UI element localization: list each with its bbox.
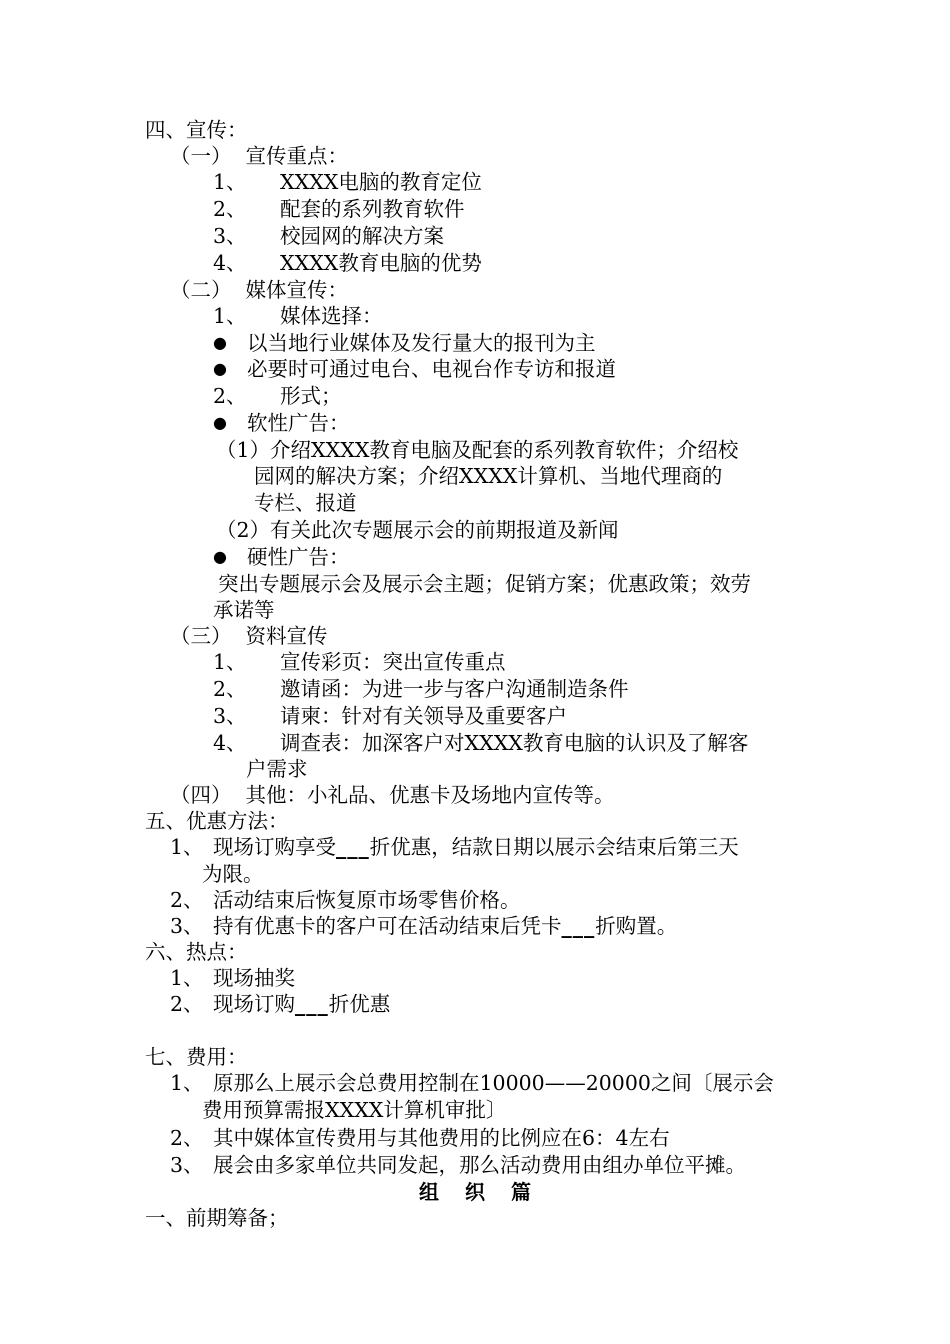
paragraph-line: 突出专题展示会及展示会主题；促销方案；优惠政策；效劳 (218, 572, 751, 596)
paragraph-line: 专栏、报道 (254, 491, 357, 515)
paragraph-line: 园网的解决方案；介绍XXXX计算机、当地代理商的 (254, 464, 723, 488)
blank-line: ___ (295, 992, 329, 1016)
section-1-heading: 一、前期筹备； (145, 1206, 289, 1230)
subsection-number: （一） (170, 144, 232, 168)
subsection-title: 媒体宣传： (245, 278, 348, 302)
part-title: 组织篇 (419, 1180, 557, 1204)
bullet-icon: ● (213, 547, 227, 566)
paragraph-line: 为限。 (202, 862, 264, 886)
section-6-heading: 六、热点： (145, 940, 248, 964)
paragraph-line: 费用预算需报XXXX计算机审批〕 (202, 1098, 507, 1122)
paragraph-line: （2）有关此次专题展示会的前期报道及新闻 (216, 518, 619, 542)
section-5-heading: 五、优惠方法： (145, 809, 289, 833)
subsection-3-heading (170, 623, 328, 649)
paragraph-line: 承诺等 (213, 598, 275, 622)
subsection-number: （二） (170, 278, 232, 302)
subsection-2-heading (170, 277, 348, 303)
blank-line: ___ (561, 914, 596, 938)
subsection-title: 其他：小礼品、优惠卡及场地内宣传等。 (245, 783, 615, 807)
paragraph-line: （1）介绍XXXX教育电脑及配套的系列教育软件；介绍校 (216, 438, 739, 462)
document-page: 四、宣传： （一） 宣传重点： 1、 XXXX电脑的教育定位 2、 配套的系列教育软件 3、 校园网的解决方案 4、 XXXX教育电脑的优势 （二） 媒体宣传： 1、 媒体选择： ● 以当地行业媒体及发行量大的报刊为主 ● 必要时可通过电台、电视台作专访和报道 2、 形式； ● 软性广告： （1）介绍XXXX教育电脑及配套的系列教育软件；介绍校 园网的解决方案；介绍XXXX计算机、当地代理商的 专栏、报道 （2）有关此次专题展示会的前期报道及新闻 ● 硬性广告： 突出专题展示会及展示会主题；促销方案；优惠政策；效劳 承诺等 （三） 资料宣传 1、 宣传彩页：突出宣传重点 2、 邀请函：为进一步与客户沟通制造条件 3、 请柬：针对有关领导及重要客户 4、 调查表：加深客户对XXXX教育电脑的认识及了解客 户需求 （四） 其他：小礼品、优惠卡及场地内宣传等。 五、优惠方法： 1、 现场订购享受___折优惠，结款日期以展示会结束后第三天 为限。 2、 活动结束后恢复原市场零售价格。 3、 持有优惠卡的客户可在活动结束后凭卡___折购置。 六、热点： 1、 现场抽奖 2、 现场订购___折优惠 七、费用： 1、 原那么上展示会总费用控制在10000——20000之间〔展示会 费用预算需报XXXX计算机审批〕 2、 其中媒体宣传费用与其他费用的比例应在6：4左右 3、 展会由多家单位共同发起，那么活动费用由组办单位平摊。 组织篇 一、前期筹备； (0, 0, 950, 1344)
section-7-heading: 七、费用： (145, 1045, 248, 1069)
section-4-heading: 四、宣传： (145, 118, 248, 142)
blank-line: ___ (336, 835, 370, 859)
bullet-icon: ● (213, 359, 227, 378)
subsection-number: （三） (170, 624, 232, 648)
subsection-title: 宣传重点： (245, 144, 348, 168)
subsection-4-heading (170, 782, 615, 808)
bullet-icon: ● (213, 413, 227, 432)
subsection-1-heading (170, 143, 348, 169)
bullet-icon: ● (213, 333, 227, 352)
subsection-number: （四） (170, 783, 232, 807)
paragraph-line: 户需求 (246, 757, 308, 781)
subsection-title: 资料宣传 (245, 624, 328, 648)
